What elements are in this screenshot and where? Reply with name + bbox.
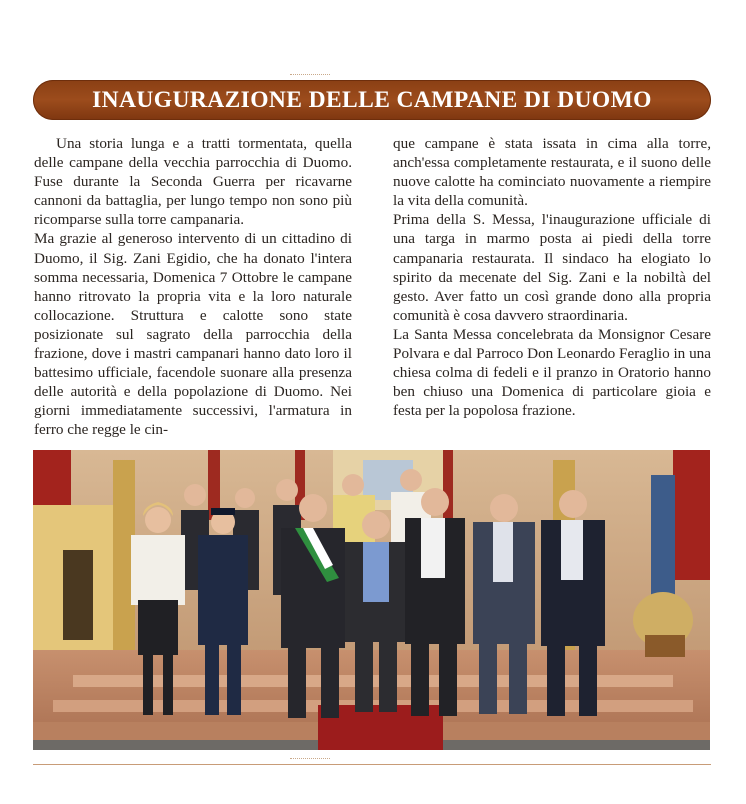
group-photo-illustration xyxy=(33,450,710,750)
left-paragraph-1: Una storia lunga e a tratti tormentata, quella delle campane della vecchia parrocchia di Duomo. Fuse durante la Seconda Guerra per ricavarne cannoni da battaglia, per lungo tempo non sono più ricomparse sulla torre campanaria. xyxy=(34,135,352,229)
right-paragraph-2: Prima della S. Messa, l'inaugurazione ufficiale di una targa in marmo posta ai piedi della torre campanaria restaurata. Il sindaco ha elogiato lo spirito da mecenate del Sig. Zani e la nobiltà del gesto. Aver fatto un così grande dono alla propria comunità è cosa davvero straordinaria. xyxy=(393,211,711,324)
right-paragraph-3: La Santa Messa concelebrata da Monsignor Cesare Polvara e dal Parroco Don Leonardo Feraglio in una chiesa colma di fedeli e il pranzo in Oratorio hanno ben chiuso una Domenica di particolare gioia e festa per la popolosa frazione. xyxy=(393,325,711,420)
left-paragraph-2: Ma grazie al generoso intervento di un cittadino di Duomo, il Sig. Zani Egidio, che ha donato l'intera somma necessaria, Domenica 7 Ottobre le campane hanno ritrovato la propria vita e la loro naturale collocazione. Struttura e calotte sono state posizionate sul sagrato della parrocchia della frazione, dove i mastri campanari hanno dato loro il battesimo ufficiale, facendole suonare alla presenza delle autorità e della popolazione di Duomo. Nei giorni immediatamente successivi, l'armatura in ferro che regge le cin- xyxy=(34,230,352,439)
right-paragraph-1: que campane è stata issata in cima alla torre, anch'essa completamente restaurata, e il suono delle nuove calotte ha cominciato nuovamente a riempire la vita della comunità. xyxy=(393,135,711,210)
right-text-column xyxy=(393,134,711,420)
bottom-rule xyxy=(33,764,711,765)
group-photo xyxy=(33,450,710,750)
article-title: INAUGURAZIONE DELLE CAMPANE DI DUOMO xyxy=(92,86,652,113)
title-banner xyxy=(33,80,711,120)
left-text-column xyxy=(34,134,352,440)
